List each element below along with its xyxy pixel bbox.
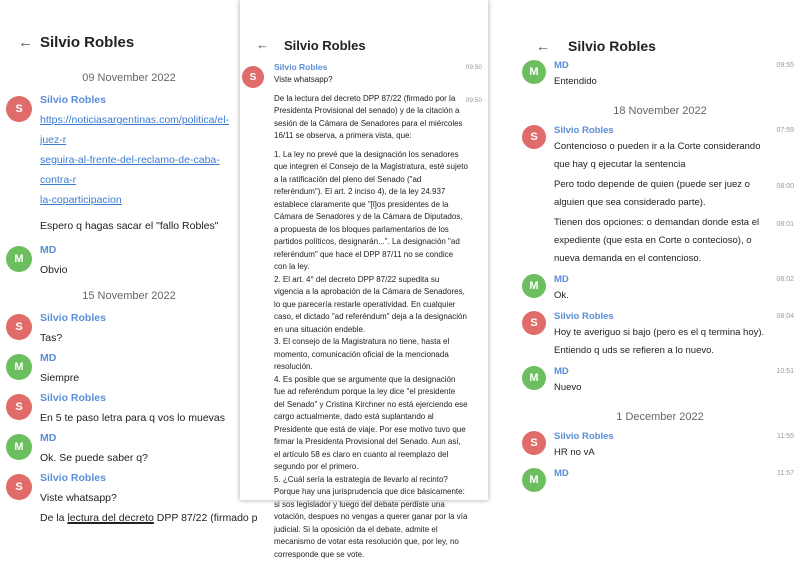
message-sender: MD [554,274,770,285]
message [0,432,258,468]
message [0,392,258,428]
message [0,94,258,236]
chat-title: Silvio Robles [284,38,366,53]
message-time: 11:57 [777,470,794,477]
message-time: 11:55 [777,433,794,440]
link-line[interactable]: la-coparticipacion [40,194,122,206]
message-text: Tas? [40,328,244,348]
message-text: 1. La ley no prevé que la designación los senadores que integren el Consejo de la Magistratura, esté sujeto a la ratificación del pleno del Senado ("ad referéndum"). El art. 2 inciso 4), de la ley 24.937 establece claramente que "[l]os presidentes de la Cámara de Senadores y de la Cámara de Diputados, a propuesta de los bloques parlamentarios de los partidos políticos, designarán...". La designación "ad referéndum" que hace el DPP 87/11 no se condice con la ley. [274,149,468,274]
avatar[interactable]: S [6,394,32,420]
message-text: De la lectura del decreto DPP 87/22 (firmado por la Presidenta Provisional del senado) y de la citación a sesión de la Cámara de Senadores para el miércoles 16/11 se observa, a primera vista, que: [274,93,468,143]
message-text: 3. El consejo de la Magistratura no tiene, hasta el momento, comunicación oficial de la mencionada resolución. [274,336,468,374]
message-text: Ok. [554,287,770,305]
message-time: 08:04 [776,313,794,320]
avatar[interactable]: M [522,274,546,298]
message-sender: Silvio Robles [40,392,244,404]
date-separator: 09 November 2022 [0,66,258,90]
message-sender: MD [40,432,244,444]
message [520,468,800,479]
avatar[interactable]: M [522,366,546,390]
message [240,62,488,561]
message-time: 10:51 [776,368,794,375]
chat-header [0,0,258,60]
avatar[interactable]: S [522,125,546,149]
date-separator: 18 November 2022 [520,95,800,125]
message-text [554,214,770,268]
message-sender: MD [40,352,244,364]
message [0,352,258,388]
link-line[interactable]: seguira-al-frente-del-reclamo-de-caba-contra-r [40,154,220,186]
date-separator: 1 December 2022 [520,401,800,431]
message [520,311,800,360]
avatar[interactable]: S [242,66,264,88]
text-segment: De la [40,512,67,524]
message-sender: Silvio Robles [274,62,468,72]
message-text: Viste whatsapp? [40,488,244,508]
back-arrow-icon[interactable]: ← [256,37,269,52]
message-text: 2. El art. 4° del decreto DPP 87/22 supedita su vigencia a la aprobación de la Cámara de Senadores, lo que parecería restarle operatividad. En cualquier caso, el dictado "ad referéndum" deja a la designación en una situación endeble. [274,274,468,337]
avatar[interactable]: S [6,96,32,122]
message [0,244,258,280]
message-text: Obvio [40,260,244,280]
date-separator: 15 November 2022 [0,284,258,308]
message-sender: Silvio Robles [554,311,770,322]
chat-title: Silvio Robles [40,34,134,51]
text-segment: Tienen dos opciones: o demandan donde esta el expediente (que esta en Corte o contecioso), o nueva demanda en el contencioso. [554,217,759,264]
message-text: Nuevo [554,379,770,397]
message-text: En 5 te paso letra para q vos lo muevas [40,408,244,428]
chat-panel-left [0,0,258,500]
chat-header [240,0,488,58]
avatar[interactable]: M [522,468,546,492]
back-arrow-icon[interactable]: ← [536,38,550,54]
message-sender: Silvio Robles [40,312,244,324]
message-time: 09:55 [776,62,794,69]
avatar[interactable]: S [6,474,32,500]
message-time: 08:00 [776,178,794,196]
message [520,366,800,397]
message-text: HR no vA [554,444,770,462]
message-time: 08:02 [776,276,794,283]
avatar[interactable]: S [6,314,32,340]
message-sender: Silvio Robles [40,472,244,484]
message-sender: Silvio Robles [554,125,770,136]
message-text [554,176,770,212]
message-text: Viste whatsapp? [274,74,468,87]
chat-header [520,0,800,60]
avatar[interactable]: S [522,431,546,455]
text-segment: Pero todo depende de quien (puede ser juez o alguien que sea considerado parte). [554,179,750,208]
avatar[interactable]: M [6,354,32,380]
message [520,274,800,305]
message-time: 08:01 [776,216,794,234]
message-text: 4. Es posible que se argumente que la designación fue ad referéndum porque la ley dice "el presidente del Senado" y Cristina Kirchner no está ejerciendo ese cargo actualmente, dado está suplantando al Presidente que está de viaje. Por ese motivo tuvo que firmar la Presidenta Provisional del Senado. Aun así, el artículo 58 es claro en cuanto al reemplazo del segundo por el primero. [274,374,468,474]
message-text: Hoy te averiguo si bajo (pero es el q termina hoy). Entiendo q uds se refieren a lo nuevo. [554,324,770,360]
message [520,60,800,91]
avatar[interactable]: M [522,60,546,84]
chat-panel-right [520,0,800,500]
message-text: Entendido [554,73,770,91]
message-sender: Silvio Robles [554,431,770,442]
message-text: Siempre [40,368,244,388]
text-segment: DPP 87/22 (firmado p [154,512,258,524]
message-text [40,508,244,528]
message [520,125,800,268]
avatar[interactable]: S [522,311,546,335]
avatar[interactable]: M [6,246,32,272]
message [520,431,800,462]
chat-title: Silvio Robles [568,38,656,54]
message-sender: MD [554,468,770,479]
message-text: 5. ¿Cuál sería la estrategia de llevarlo al recinto? Porque hay una jurisprudencia que dice básicamente: si sos legislador y luego del debate perdiste una votación, despues no vengas a querer ganar por la vía judicial. Si la oposición da el debate, admite el mecanismo de votar esta resolución que, por ley, no corresponde que se vote. [274,474,468,561]
message-sender: Silvio Robles [40,94,244,106]
link-line[interactable]: https://noticiasargentinas.com/politica/el-juez-r [40,114,229,146]
message-link[interactable] [40,110,244,210]
message-sender: MD [40,244,244,256]
avatar[interactable]: M [6,434,32,460]
text-segment: lectura del decreto [67,512,153,524]
message-sender: MD [554,60,770,71]
chat-panel-middle [240,0,488,500]
message-text: Espero q hagas sacar el "fallo Robles" [40,216,244,236]
message-time: 09:50 [466,64,482,71]
message-text: Contencioso o pueden ir a la Corte considerando que hay q ejecutar la sentencia [554,138,770,174]
message [0,472,258,528]
message [0,312,258,348]
message-time: 09:50 [466,97,482,104]
message-text: Ok. Se puede saber q? [40,448,244,468]
message-time: 07:59 [776,127,794,134]
message-sender: MD [554,366,770,377]
back-arrow-icon[interactable]: ← [18,34,33,51]
